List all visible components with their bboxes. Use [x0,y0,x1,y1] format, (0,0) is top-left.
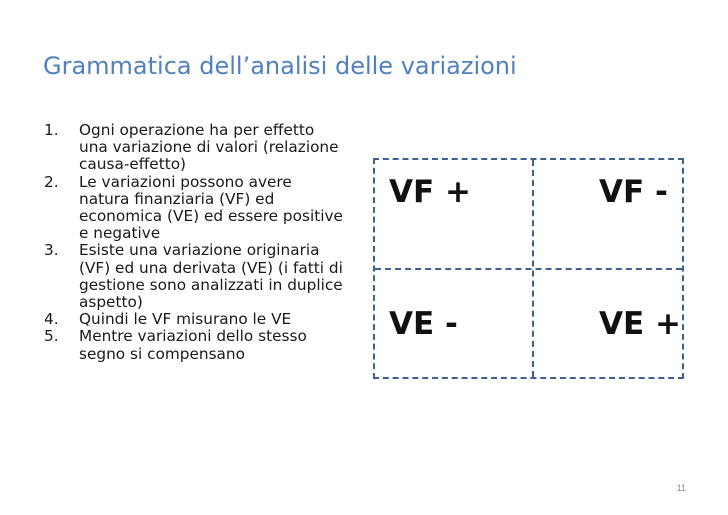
grid-vertical-divider [532,160,534,377]
list-item-text: Quindi le VF misurano le VE [79,310,292,329]
list-item-number: 5. [44,327,59,346]
page-number: 11 [676,483,686,493]
list-item-number: 3. [44,241,59,260]
grid-cell-vf-plus: VF + [389,174,471,210]
list-item [44,122,344,174]
list-item [44,242,344,311]
grid-cell-vf-minus: VF - [599,174,668,210]
grid-cell-ve-plus: VE + [599,306,681,342]
list-item-number: 2. [44,172,59,191]
list-item-number: 1. [44,121,59,139]
list-item-text: Le variazioni possono avere natura finanziaria (VF) ed economica (VE) ed essere positive e negative [79,172,343,243]
grid-horizontal-divider [375,268,682,270]
list-item-number: 4. [44,310,59,329]
variations-grid [373,158,684,379]
list-item [44,174,344,243]
slide-title: Grammatica dell’analisi delle variazioni [43,52,517,80]
variations-list [44,122,344,363]
list-item [44,311,344,328]
grid-cell-ve-minus: VE - [389,306,458,342]
list-item-text: Esiste una variazione originaria (VF) ed una derivata (VE) (i fatti di gestione sono analizzati in duplice aspetto) [79,241,343,312]
list-item [44,328,344,362]
list-item-text: Ogni operazione ha per effetto una variazione di valori (relazione causa-effetto) [79,121,339,174]
list-item-text: Mentre variazioni dello stesso segno si compensano [79,327,307,363]
